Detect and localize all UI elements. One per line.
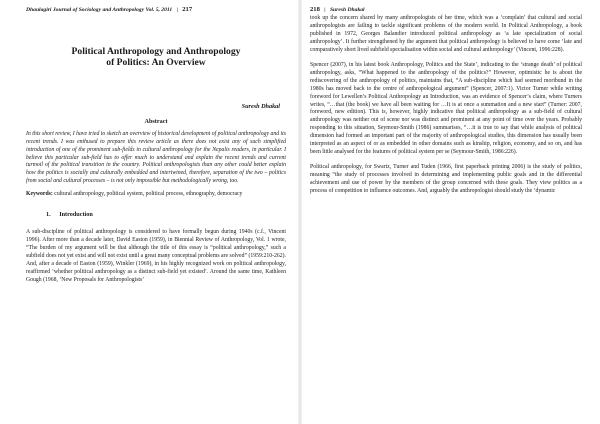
journal-name: Dhaulagiri Journal of Sociology and Anthropology Vol. 5, 2011 [26,7,173,13]
article-title-line-2: of Politics: An Overview [106,57,206,69]
header-separator: | [176,7,178,13]
keywords-text: cultural anthropology, political system, political process, ethnography, democracy [54,191,243,198]
section-heading [46,211,286,218]
body-paragraph-3: Political anthropology, for Swartz, Turner and Tuden (1966, first paperback printing 2006) is the study of politics, meaning “the study of processes involved in determining and implementing public goals and in the differential achievement and use of power by the members of the group concerned with these goals. They view politics as a process of competition to influence outcomes. And, arguably the anthropologist should study the ‘dynamic [310,164,582,195]
abstract-text: In this short review, I have tried to sketch an overview of historical development of political anthropology and its recent trends. I was enthused to prepare this review article as there does not exist any of such simplified introduction of one of the prominent sub-fields in cultural anthropology for the Nepalis readers, in particular. I believe this particular sub-field has to offer much to understand and explain the recent trends and current turmoil of the political transition in the country. Political anthropologists than any other could better explain how the politics is socially and culturally embedded and intertwined, therefore, separation of the two – politics from social and cultural processes – is not only impossible but methodologically wrong, too. [26,130,286,185]
section-number: 1. [46,211,51,219]
section-title: Introduction [59,211,93,219]
running-author: Suresh Dhakal [329,7,365,13]
right-page-header [310,6,582,15]
page-number: 218 [310,6,320,13]
body-paragraph-2: Spencer (2007), in his latest book Anthropology, Politics and the State’, indicating to the ‘strange death’ of political anthropology, asks, “What happened to the anthropology of the politics?” However, optimistic he is about the rediscovering of the anthropology of politics, maintains that, “A sub-discipline which had seemed moribund in the 1980s has moved back to the centre of anthropological argument” (Spencer, 2007:1). Victor Turner while writing foreword for Lewellen’s Political Anthropology an Introduction, was an evidence of Spencer’s claim, where Turners writes, “…that (the book) we have all been waiting for …It is at once a summation and a new start” (Turner: 2007, foreword, new edition). This is, however, highly indicative that political anthropology as a sub-field of cultural anthropology was neither out of scene nor was distinct and prominent at any point of time over the years. Probably responding to this situation, Seymour-Smith (1986) summarises, “…it is true to say that while analysis of political dimension had formed an important part of the majority of anthropological studies, this dimension has usually been interpreted as an aspect of or as embedded in other domains such as kinship, religion, economy, and so on, and has been little analysed for the features of political system per se (Seymour-Smith, 1986:226). [310,61,582,156]
article-title [26,46,286,69]
abstract-heading: Abstract [144,117,168,125]
body-paragraph-1: took up the concern shared by many anthropologists of her time, which was a ‘complain’ that cultural and social anthropologists are failing to tackle significant problems of the modern world. In Political Anthropology, a book published in 1972, Georges Balandier introduced political anthropology as ‘a late specialization of social anthropology’. It further strengthened by the argument that political anthropology is believed to have come ‘late and comparatively short lived subfield specialisation within social and cultural anthropology’ (Vincent, 1996:228). [310,15,582,53]
page-number: 217 [182,6,193,13]
article-title-line-1: Political Anthropology and Anthropology [71,46,241,57]
header-separator: | [324,7,326,13]
introduction-paragraph: A sub-discipline of political anthropology is considered to have formally begun during 1940s (c.f., Vincent 1996). After more than a decade later, David Easton (1959), in Biennial Review of Anthropology, Vol. 1 wrote, “The burden of my argument will be that although the title of this essay is “political anthropology,” such a subfield does not yet exist and will not exist until a great many conceptual problems are solved” (1959:210-262). And, after a decade of Easton (1959), Winkler (1969), in his highly recognized work on political anthropology, reaffirmed ‘whether political anthropology as a distinct sub-field yet existed’. Around the same time, Kathleen Gough (1968, ‘New Proposals for Anthropologists’ [26,229,286,283]
left-page-header [26,6,286,15]
keywords-label: Keywords: [26,191,53,198]
keywords [26,191,286,199]
right-page [300,0,600,424]
author-name: Suresh Dhakal [241,102,280,110]
